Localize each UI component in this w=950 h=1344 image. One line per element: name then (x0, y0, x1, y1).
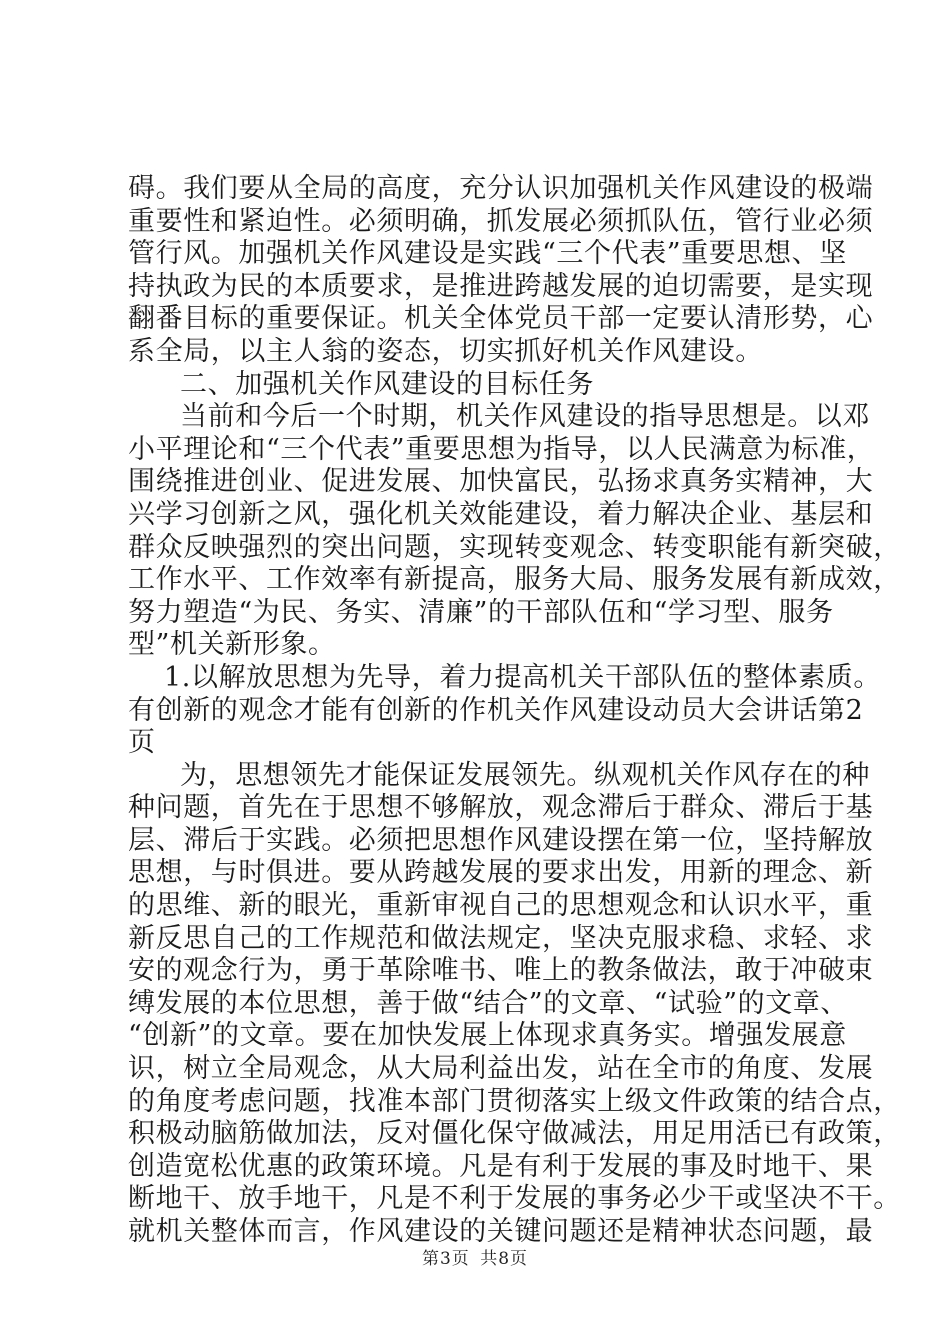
paragraph-line: 页 (128, 727, 156, 759)
list-item-heading: 1.以解放思想为先导，着力提高机关干部队伍的整体素质。 (164, 661, 881, 693)
paragraph-line: 小平理论和“三个代表”重要思想为指导，以人民满意为标准， (128, 433, 875, 465)
paragraph-line: 识，树立全局观念，从大局利益出发，站在全市的角度、发展 (128, 1053, 874, 1085)
paragraph-line: 断地干、放手地干，凡是不利于发展的事务必少干或坚决不干。 (128, 1183, 901, 1215)
paragraph-line: 的角度考虑问题，找准本部门贯彻落实上级文件政策的结合点， (128, 1085, 901, 1117)
paragraph-line: 思想，与时俱进。要从跨越发展的要求出发，用新的理念、新 (128, 857, 874, 889)
paragraph-line: 种问题，首先在于思想不够解放，观念滞后于群众、滞后于基 (128, 792, 874, 824)
page-number: 第3页 (421, 1249, 470, 1269)
document-body (128, 173, 901, 1249)
paragraph-line: 新反思自己的工作规范和做法规定，坚决克服求稳、求轻、求 (128, 922, 874, 954)
paragraph-line: 的思维、新的眼光，重新审视自己的思想观念和认识水平，重 (128, 890, 874, 922)
paragraph-line: 就机关整体而言，作风建设的关键问题还是精神状态问题，最 (128, 1216, 874, 1247)
paragraph-line: 群众反映强烈的突出问题，实现转变观念、转变职能有新突破， (128, 531, 901, 563)
paragraph-line: 碍。我们要从全局的高度，充分认识加强机关作风建设的极端 (128, 173, 874, 204)
paragraph-line: 安的观念行为，勇于革除唯书、唯上的教条做法，敢于冲破束 (128, 955, 874, 987)
paragraph-line: 翻番目标的重要保证。机关全体党员干部一定要认清形势，心 (128, 303, 874, 335)
paragraph-line: 重要性和紧迫性。必须明确，抓发展必须抓队伍，管行业必须 (128, 205, 874, 237)
paragraph-line: 缚发展的本位思想，善于做“结合”的文章、“试验”的文章、 (128, 987, 849, 1019)
paragraph-line: 工作水平、工作效率有新提高，服务大局、服务发展有新成效， (128, 564, 901, 596)
paragraph-line: 兴学习创新之风，强化机关效能建设，着力解决企业、基层和 (128, 498, 874, 530)
paragraph-line: 系全局，以主人翁的姿态，切实抓好机关作风建设。 (128, 335, 763, 367)
paragraph-line: 围绕推进创业、促进发展、加快富民，弘扬求真务实精神，大 (128, 466, 874, 498)
paragraph-line: 当前和今后一个时期，机关作风建设的指导思想是。以邓 (180, 401, 870, 433)
paragraph-line: 努力塑造“为民、务实、清廉”的干部队伍和“学习型、服务 (128, 596, 834, 628)
paragraph-line: 积极动脑筋做加法，反对僵化保守做减法，用足用活已有政策， (128, 1118, 901, 1150)
paragraph-line: 创造宽松优惠的政策环境。凡是有利于发展的事及时地干、果 (128, 1150, 874, 1182)
paragraph-line: “创新”的文章。要在加快发展上体现求真务实。增强发展意 (128, 1020, 847, 1052)
page-footer (0, 1244, 950, 1269)
paragraph-line: 为，思想领先才能保证发展领先。纵观机关作风存在的种 (180, 759, 870, 791)
page-total: 共8页 (480, 1249, 529, 1269)
paragraph-line: 持执政为民的本质要求，是推进跨越发展的迫切需要，是实现 (128, 270, 874, 302)
section-heading: 二、加强机关作风建设的目标任务 (180, 368, 594, 400)
paragraph-line: 层、滞后于实践。必须把思想作风建设摆在第一位，坚持解放 (128, 824, 874, 856)
paragraph-line: 有创新的观念才能有创新的作机关作风建设动员大会讲话第2 (128, 694, 864, 726)
paragraph-line: 管行风。加强机关作风建设是实践“三个代表”重要思想、坚 (128, 238, 847, 270)
paragraph-line: 型”机关新形象。 (128, 629, 336, 661)
